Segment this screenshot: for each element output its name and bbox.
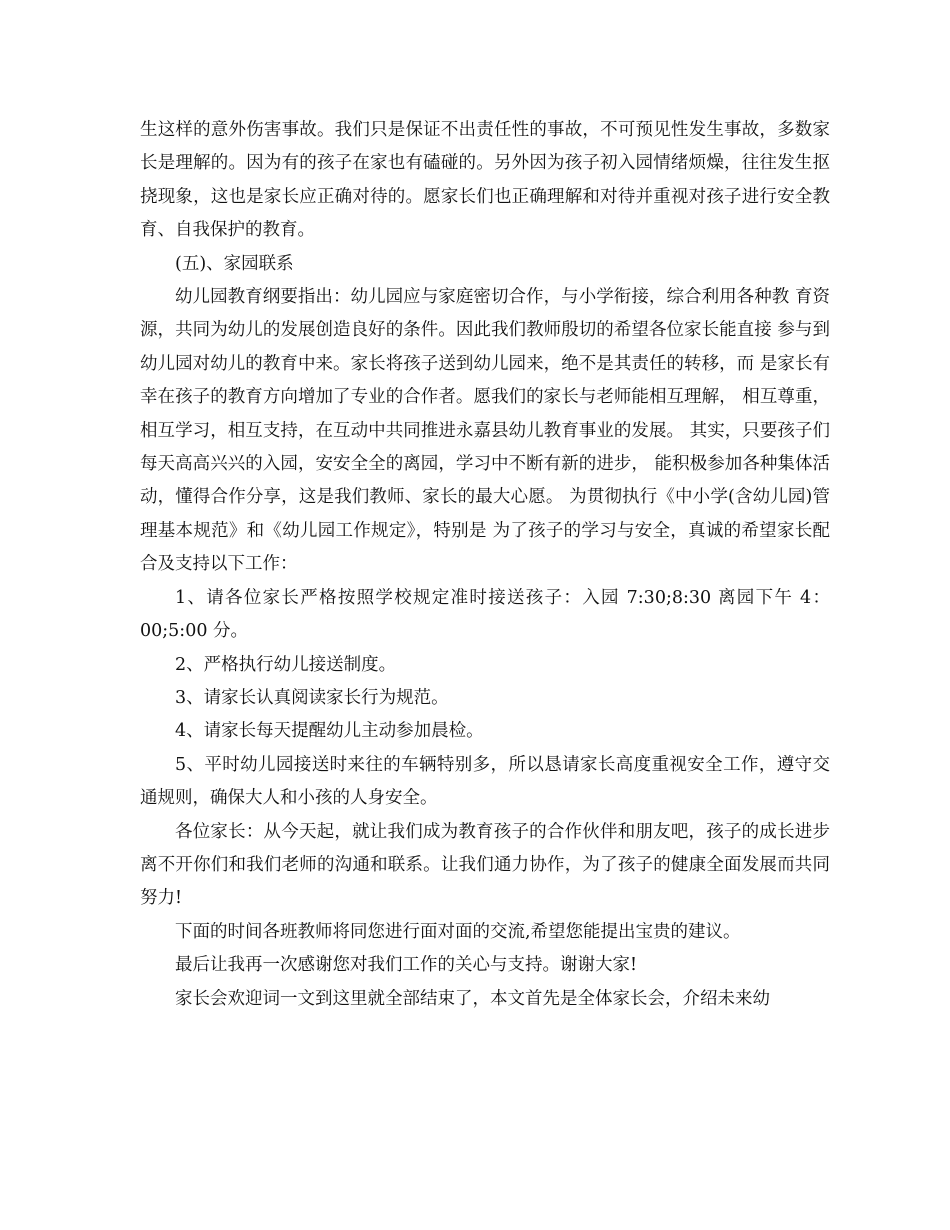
list-item-parent-conduct: 3、请家长认真阅读家长行为规范。 [175, 687, 449, 708]
paragraph-home-school-cooperation: 幼儿园教育纲要指出：幼儿园应与家庭密切合作，与小学衔接，综合利用各种教 育资源，共同为幼儿的发展创造良好的条件。因此我们教师殷切的希望各位家长能直接 参与到幼儿园对幼儿的教育中来。家长将孩子送到幼儿园来，绝不是其责任的转移，而 是家长有幸在孩子的教育方向增加了专业的合作者。愿我们的家长与老师能相互理解， 相互尊重，相互学习，相互支持，在互动中共同推进永嘉县幼儿教育事业的发展。 其实，只要孩子们每天高高兴兴的入园，安安全全的离园，学习中不断有新的进步， 能积极参加各种集体活动，懂得合作分享，这是我们教师、家长的最大心愿。 为贯彻执行《中小学(含幼儿园)管理基本规范》和《幼儿园工作规定》，特别是 为了孩子的学习与安全，真诚的希望家长配合及支持以下工作： [140, 287, 830, 575]
list-item-morning-check: 4、请家长每天提醒幼儿主动参加晨检。 [175, 721, 484, 742]
section-heading-home-school-contact: (五)、家园联系 [175, 253, 294, 274]
list-item-pickup-times: 1、请各位家长严格按照学校规定准时接送孩子：入园 7:30;8:30 离园下午 4：00;5:00 分。 [140, 587, 830, 642]
document-page [140, 114, 830, 1016]
paragraph-closing-summary: 家长会欢迎词一文到这里就全部结束了，本文首先是全体家长会，介绍未来幼 [175, 988, 770, 1009]
paragraph-thanks: 最后让我再一次感谢您对我们工作的关心与支持。谢谢大家! [175, 955, 638, 976]
list-item-pickup-rules: 2、严格执行幼儿接送制度。 [175, 654, 397, 675]
paragraph-teacher-exchange: 下面的时间各班教师将同您进行面对面的交流,希望您能提出宝贵的建议。 [175, 921, 741, 942]
list-item-traffic-safety: 5、平时幼儿园接送时来往的车辆特别多，所以恳请家长高度重视安全工作，遵守交通规则，确保大人和小孩的人身安全。 [140, 754, 830, 809]
paragraph-safety-continued: 生这样的意外伤害事故。我们只是保证不出责任性的事故，不可预见性发生事故，多数家长是理解的。因为有的孩子在家也有磕碰的。另外因为孩子初入园情绪烦燥，往往发生抠挠现象，这也是家长应正确对待的。愿家长们也正确理解和对待并重视对孩子进行安全教育、自我保护的教育。 [140, 120, 830, 241]
paragraph-partnership: 各位家长：从今天起，就让我们成为教育孩子的合作伙伴和朋友吧，孩子的成长进步离不开你们和我们老师的沟通和联系。让我们通力协作，为了孩子的健康全面发展而共同努力! [140, 821, 830, 909]
